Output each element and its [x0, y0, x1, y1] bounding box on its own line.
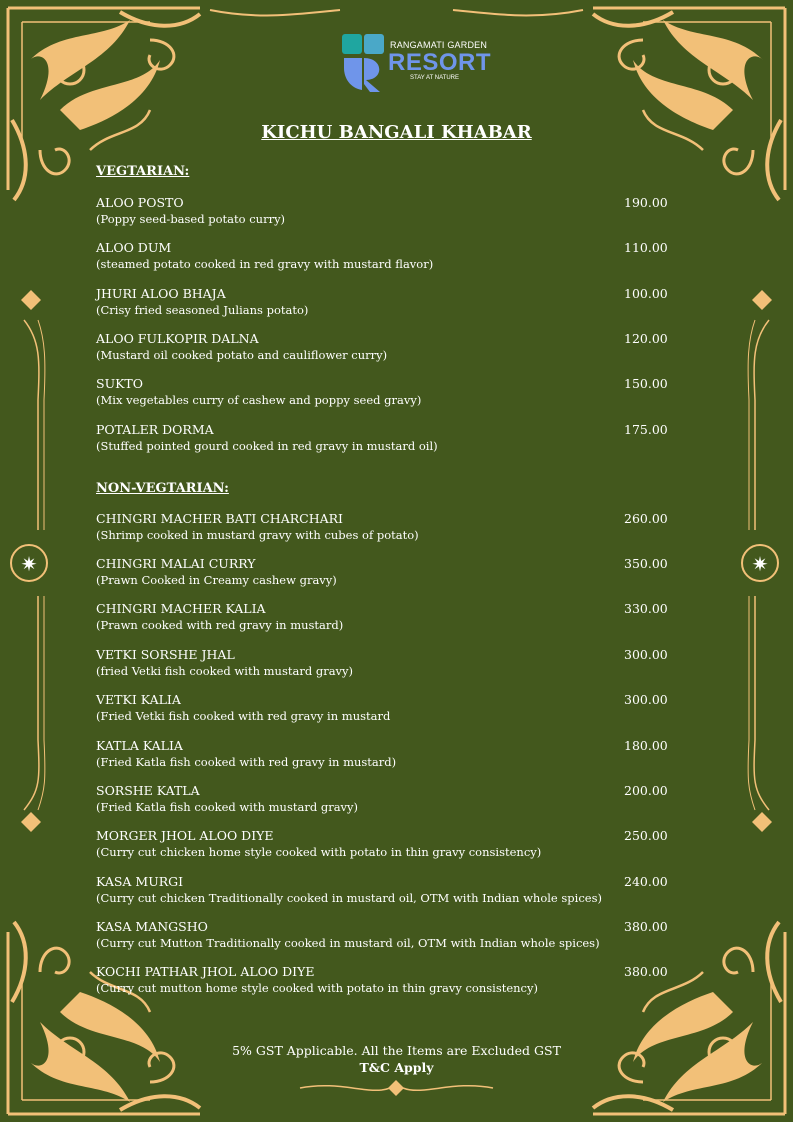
item-description: (Mustard oil cooked potato and cauliflower curry) [96, 348, 388, 362]
item-description: (Curry cut chicken Traditionally cooked in mustard oil, OTM with Indian whole spices) [96, 891, 602, 905]
item-name: KASA MANGSHO [96, 919, 208, 934]
resort-logo [340, 32, 490, 94]
item-price: 330.00 [624, 601, 668, 616]
menu-title: KICHU BANGALI KHABAR [261, 122, 532, 143]
item-description: (Prawn cooked with red gravy in mustard) [96, 618, 344, 632]
menu-item [96, 692, 676, 728]
logo-line-1: RANGAMATI GARDEN [390, 40, 488, 50]
item-description: (steamed potato cooked in red gravy with mustard flavor) [96, 257, 434, 271]
menu-item [96, 422, 676, 458]
item-name: JHURI ALOO BHAJA [96, 286, 226, 301]
item-price: 380.00 [624, 964, 668, 979]
item-price: 250.00 [624, 828, 668, 843]
menu-item [96, 286, 676, 322]
item-price: 300.00 [624, 647, 668, 662]
menu-item [96, 647, 676, 683]
logo-line-2: RESORT [388, 49, 492, 76]
item-price: 350.00 [624, 556, 668, 571]
item-price: 190.00 [624, 195, 668, 210]
item-description: (Prawn Cooked in Creamy cashew gravy) [96, 573, 337, 587]
item-name: POTALER DORMA [96, 422, 214, 437]
item-name: VETKI KALIA [96, 692, 181, 707]
item-name: KOCHI PATHAR JHOL ALOO DIYE [96, 964, 315, 979]
item-description: (Stuffed pointed gourd cooked in red gravy in mustard oil) [96, 439, 438, 453]
bottom-flourish [300, 1080, 493, 1096]
menu-item [96, 601, 676, 637]
logo-line-3: STAY AT NATURE [410, 75, 460, 81]
item-price: 110.00 [624, 240, 668, 255]
item-description: (fried Vetki fish cooked with mustard gravy) [96, 664, 354, 678]
item-description: (Curry cut mutton home style cooked with potato in thin gravy consistency) [96, 981, 538, 995]
item-price: 200.00 [624, 783, 668, 798]
section-heading-vegetarian: VEGTARIAN: [96, 164, 190, 179]
item-price: 150.00 [624, 376, 668, 391]
section-heading-non-vegetarian: NON-VEGTARIAN: [96, 481, 229, 496]
svg-text:✷: ✷ [20, 552, 38, 576]
menu-item [96, 783, 676, 819]
menu-item [96, 874, 676, 910]
item-description: (Mix vegetables curry of cashew and poppy seed gravy) [96, 393, 422, 407]
menu-item [96, 964, 676, 1000]
menu-item [96, 240, 676, 276]
item-name: MORGER JHOL ALOO DIYE [96, 828, 274, 843]
item-description: (Curry cut chicken home style cooked with potato in thin gravy consistency) [96, 845, 542, 859]
item-description: (Crisy fried seasoned Julians potato) [96, 303, 309, 317]
item-price: 120.00 [624, 331, 668, 346]
item-name: CHINGRI MACHER BATI CHARCHARI [96, 511, 343, 526]
item-description: (Fried Katla fish cooked with red gravy in mustard) [96, 755, 397, 769]
item-name: KASA MURGI [96, 874, 184, 889]
item-name: ALOO DUM [96, 240, 172, 255]
resort-logo-mark [340, 32, 386, 94]
item-description: (Shrimp cooked in mustard gravy with cubes of potato) [96, 528, 419, 542]
item-name: CHINGRI MACHER KALIA [96, 601, 266, 616]
item-name: SORSHE KATLA [96, 783, 200, 798]
item-price: 175.00 [624, 422, 668, 437]
item-price: 380.00 [624, 919, 668, 934]
menu-item [96, 331, 676, 367]
item-price: 260.00 [624, 511, 668, 526]
item-price: 180.00 [624, 738, 668, 753]
menu-item [96, 376, 676, 412]
item-name: SUKTO [96, 376, 144, 391]
menu-item [96, 556, 676, 592]
menu-item [96, 738, 676, 774]
menu-item [96, 919, 676, 955]
item-name: ALOO POSTO [96, 195, 184, 210]
gst-note: 5% GST Applicable. All the Items are Excluded GST [232, 1043, 561, 1058]
menu-item [96, 195, 676, 231]
item-description: (Fried Vetki fish cooked with red gravy in mustard [96, 709, 391, 723]
item-price: 300.00 [624, 692, 668, 707]
menu-item [96, 511, 676, 547]
item-price: 100.00 [624, 286, 668, 301]
item-description: (Fried Katla fish cooked with mustard gravy) [96, 800, 359, 814]
item-name: VETKI SORSHE JHAL [96, 647, 235, 662]
svg-text:✷: ✷ [751, 552, 769, 576]
left-side-ornament [11, 290, 47, 832]
item-price: 240.00 [624, 874, 668, 889]
item-description: (Curry cut Mutton Traditionally cooked in mustard oil, OTM with Indian whole spices) [96, 936, 600, 950]
corner-ornament-top-right [593, 8, 785, 200]
item-name: KATLA KALIA [96, 738, 183, 753]
terms-apply: T&C Apply [359, 1060, 434, 1075]
menu-item [96, 828, 676, 864]
item-name: ALOO FULKOPIR DALNA [96, 331, 259, 346]
item-name: CHINGRI MALAI CURRY [96, 556, 256, 571]
item-description: (Poppy seed-based potato curry) [96, 212, 286, 226]
